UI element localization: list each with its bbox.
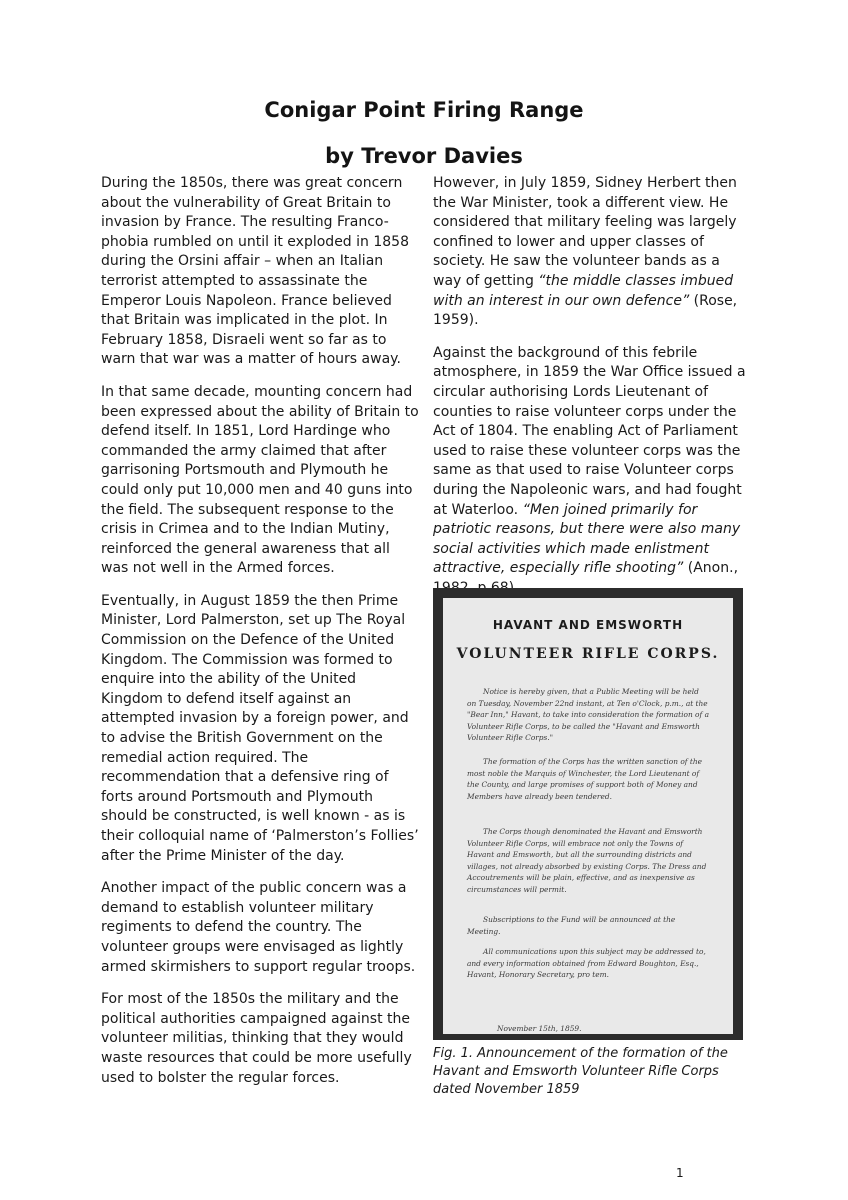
- poster-subheading: VOLUNTEER RIFLE CORPS.: [456, 646, 720, 662]
- left-column: [101, 174, 419, 1101]
- page-number: 1: [676, 1166, 684, 1180]
- quotation: “the middle classes imbued with an interest in our own defence”: [433, 272, 734, 309]
- paragraph: In that same decade, mounting concern had been expressed about the ability of Britain to defend itself. In 1851, Lord Hardinge who commanded the army claimed that after garrisoning Portsmouth and Plymouth he could only put 10,000 men and 40 guns into the field. The subsequent response to the crisis in Crimea and to the Indian Mutiny, reinforced the general awareness that all was not well in the Armed forces.: [101, 383, 419, 577]
- document-byline: by Trevor Davies: [325, 144, 523, 168]
- quotation: “Men joined primarily for patriotic reasons, but there were also many social activities which made enlistment attractive, especially rifle shooting”: [433, 501, 741, 577]
- citation: (Anon.,: [687, 560, 739, 577]
- announcement-poster: [443, 598, 733, 1034]
- poster-paragraph: Notice is hereby given, that a Public Meeting will be held on Tuesday, November 22nd instant, at Ten o'Clock, p.m., at the "Bear Inn," Havant, to take into consideration the formation of a Volunteer Rifle Corps, to be called the "Havant and Emsworth Volunteer Rifle Corps.": [467, 687, 709, 743]
- paragraph: During the 1850s, there was great concern about the vulnerability of Great Britain to invasion by France. The resulting Franco-phobia rumbled on until it exploded in 1858 during the Orsini affair – when an Italian terrorist attempted to assassinate the Emperor Louis Napoleon. France believed that Britain was implicated in the plot. In February 1858, Disraeli went so far as to warn that war was a matter of hours away.: [101, 175, 409, 368]
- poster-heading: HAVANT AND EMSWORTH: [492, 618, 684, 632]
- poster-paragraph: The formation of the Corps has the written sanction of the most noble the Marquis of Winchester, the Lord Lieutenant of the County, and large promises of support both of Money and Members have already been tendered.: [467, 757, 702, 801]
- poster-date: November 15th, 1859.: [497, 1024, 582, 1033]
- poster-paragraph: All communications upon this subject may be addressed to, and every information obtained from Edward Boughton, Esq., Havant, Honorary Secretary, pro tem.: [467, 947, 706, 980]
- right-column: [433, 174, 751, 611]
- figure-caption: Fig. 1. Announcement of the formation of the Havant and Emsworth Volunteer Rifle Corps dated November 1859: [433, 1046, 728, 1097]
- paragraph-text: However, in July 1859, Sidney Herbert then the War Minister, took a different view. He considered that military feeling was largely confined to lower and upper classes of society. He saw the volunteer bands as a way of getting: [433, 175, 737, 289]
- paragraph: Eventually, in August 1859 the then Prime Minister, Lord Palmerston, set up The Royal Commission on the Defence of the United Kingdom. The Commission was formed to enquire into the ability of the United Kingdom to defend itself against an attempted invasion by a foreign power, and to advise the British Government on the remedial action required. The recommendation that a defensive ring of forts around Portsmouth and Plymouth should be constructed, is well known - as is their colloquial name of ‘Palmerston’s Follies’ after the Prime Minister of the day.: [101, 592, 419, 864]
- paragraph: Another impact of the public concern was a demand to establish volunteer military regiments to defend the country. The volunteer groups were envisaged as lightly armed skirmishers to support regular troops.: [101, 880, 416, 975]
- poster-paragraph: Subscriptions to the Fund will be announced at the Meeting.: [467, 915, 676, 936]
- paragraph: [433, 174, 751, 331]
- announcement-figure: [433, 588, 743, 1040]
- document-title: Conigar Point Firing Range: [264, 98, 584, 122]
- poster-paragraph: The Corps though denominated the Havant and Emsworth Volunteer Rifle Corps, will embrace not only the Towns of Havant and Emsworth, but all the surrounding districts and villages, not already absorbed by existing Corps. The Dress and Accoutrements will be plain, effective, and as inexpensive as circumstances will permit.: [467, 827, 707, 894]
- paragraph: [433, 344, 751, 599]
- paragraph: For most of the 1850s the military and the political authorities campaigned against the volunteer militias, thinking that they would waste resources that could be more usefully used to bolster the regular forces.: [101, 991, 412, 1086]
- citation: (Rose, 1959).: [433, 292, 738, 329]
- paragraph-text: Against the background of this febrile atmosphere, in 1859 the War Office issued a circular authorising Lords Lieutenant of counties to raise volunteer corps under the Act of 1804. The enabling Act of Parliament used to raise these volunteer corps was the same as that used to raise Volunteer corps during the Napoleonic wars, and had fought at Waterloo.: [433, 344, 746, 518]
